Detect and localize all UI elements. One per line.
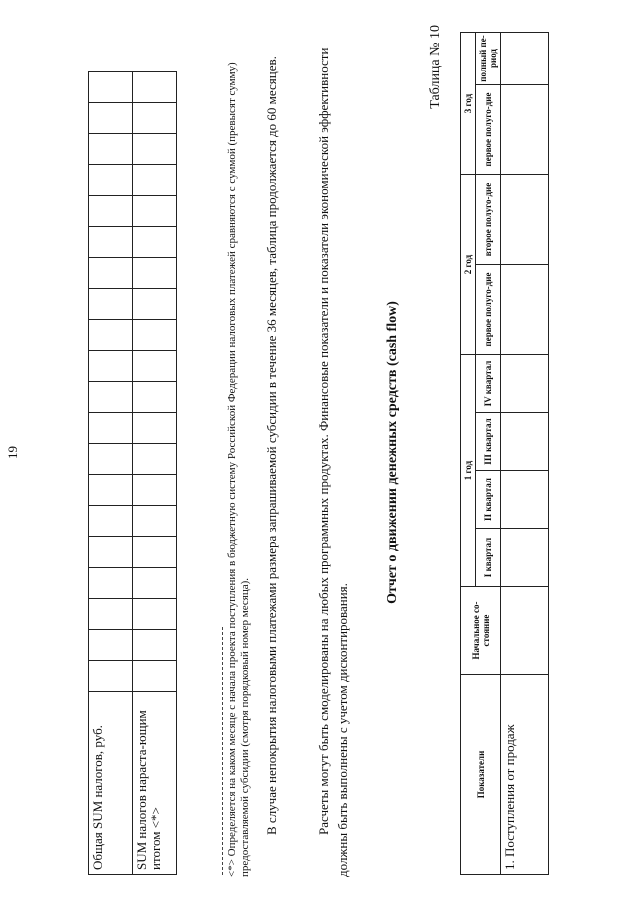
footnote-divider xyxy=(222,627,223,875)
col-header-half2: второе полуго-дие xyxy=(476,175,501,265)
col-header-half1: первое полуго-дие xyxy=(476,265,501,355)
paragraph-extension: В случае непокрытия налоговыми платежами размера запрашиваемой субсидии в течение 36 месяцев, таблица продолжается до 60 месяцев. xyxy=(264,56,279,835)
tax-total-label: Общая SUM налогов, руб. xyxy=(89,692,133,875)
page-number: 19 xyxy=(5,446,20,459)
paragraph-calculations: Расчеты могут быть смоделированы на любых программных продуктах. Финансовые показатели и показатели экономической эффективности должны быть выполнены с учетом дисконтирования. xyxy=(316,47,350,877)
row-label-sales: 1. Поступления от продаж xyxy=(501,675,549,875)
section-title: Отчет о движении денежных средств (cash flow) xyxy=(385,301,400,604)
col-header-indicators: Показатели xyxy=(461,675,501,875)
tax-cumulative-label: SUM налогов нараста-ющим итогом <*> xyxy=(133,692,177,875)
col-header-full: полный пе-риод xyxy=(476,33,501,85)
col-header-half1-y3: первое полуго-дие xyxy=(476,85,501,175)
col-header-year2: 2 год xyxy=(461,175,476,355)
col-header-q2: II квартал xyxy=(476,471,501,529)
table-row xyxy=(133,72,177,875)
col-header-initial: Начальное со-стояние xyxy=(461,587,501,675)
col-header-q3: III квартал xyxy=(476,413,501,471)
table-label: Таблица № 10 xyxy=(428,25,443,109)
cash-flow-table xyxy=(460,32,549,875)
table-header-row xyxy=(461,33,476,875)
footnote: <*> Определяется на каком месяце с начала проекта поступления в бюджетную систему Российской Федерации налоговых платежей сравняются с суммой (превысят сумму) предоставляемой субсидии (смотря порядковый номер месяца). xyxy=(226,62,251,877)
col-header-q4: IV квартал xyxy=(476,355,501,413)
table-row xyxy=(501,33,549,875)
tax-table xyxy=(88,71,177,875)
col-header-q1: I квартал xyxy=(476,529,501,587)
table-row xyxy=(89,72,133,875)
col-header-year1: 1 год xyxy=(461,355,476,587)
col-header-year3: 3 год xyxy=(461,33,476,175)
